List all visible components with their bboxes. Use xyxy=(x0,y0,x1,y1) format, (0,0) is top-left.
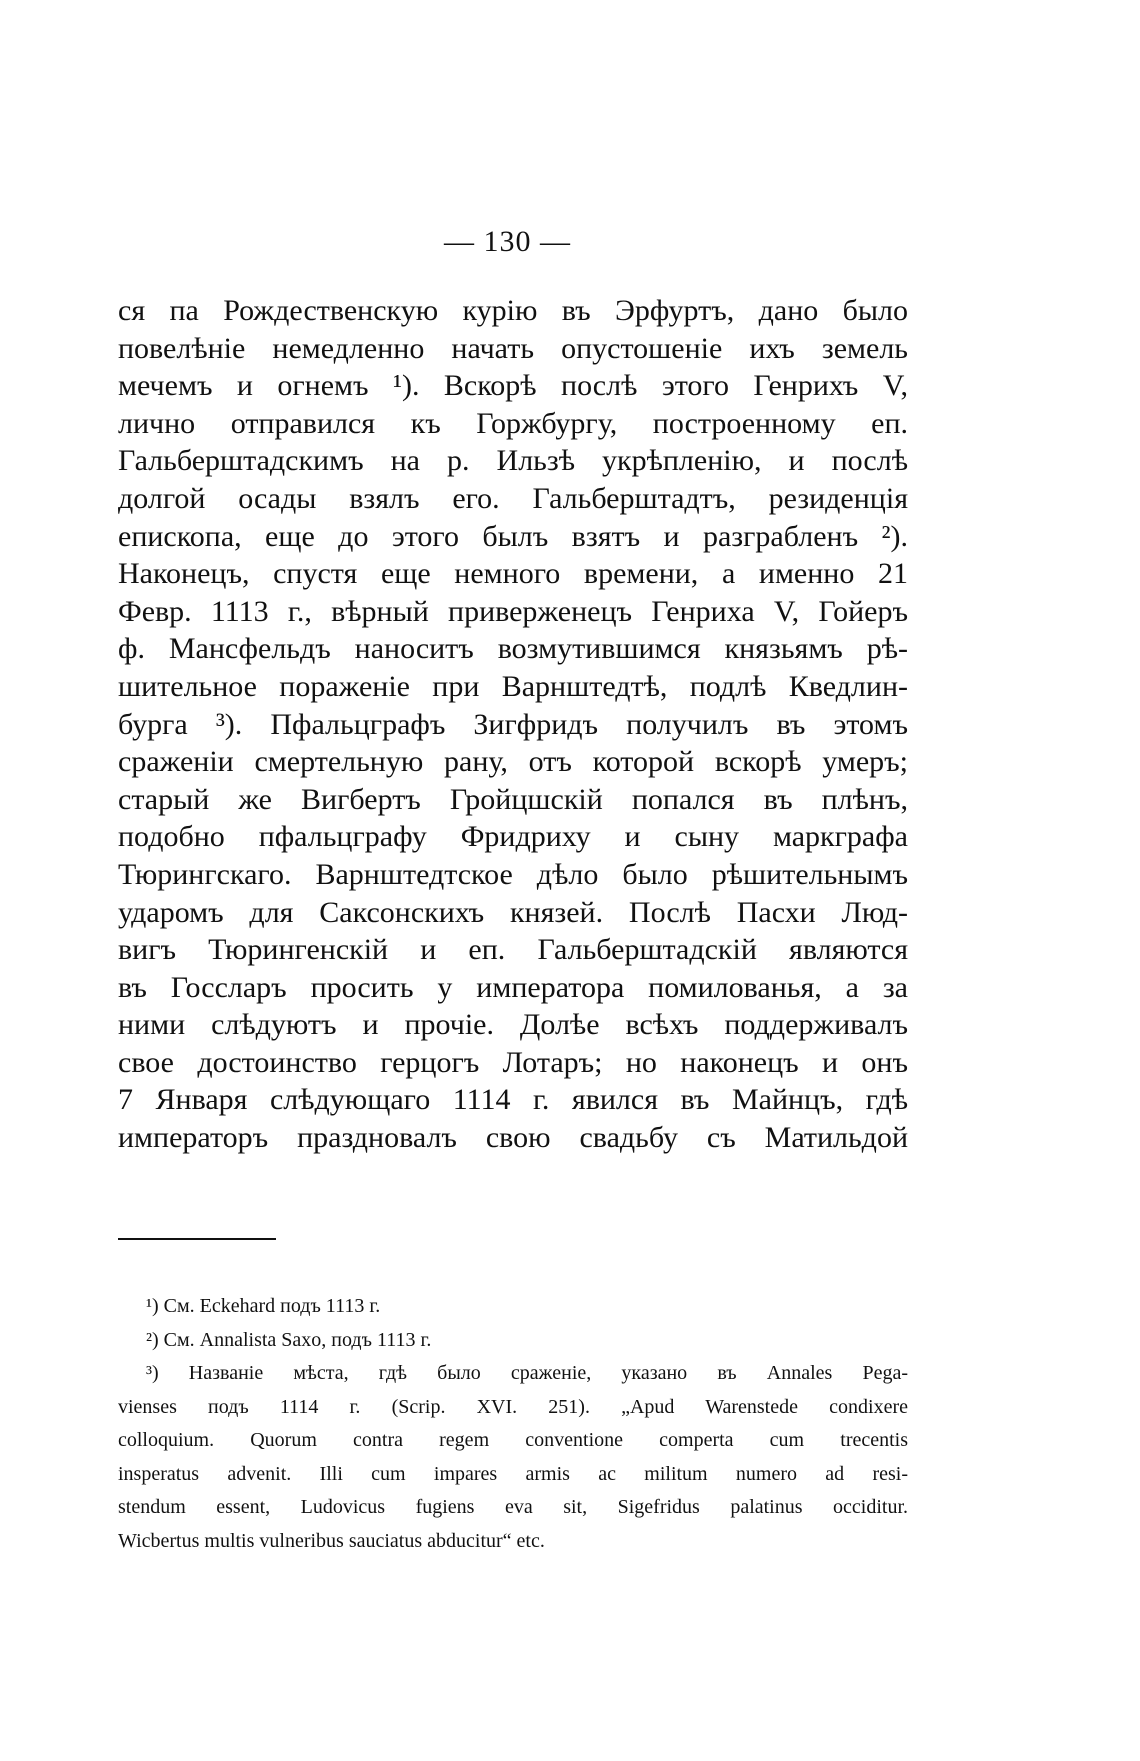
text-line: мечемъ и огнемъ ¹). Вскорѣ послѣ этого Генрихъ V, xyxy=(118,369,908,403)
text-line: ся па Рождественскую курію въ Эрфуртъ, дано было xyxy=(118,294,908,327)
footnote-3-line: insperatus advenit. Illi cum impares armis ac militum numero ad resi- xyxy=(118,1462,908,1485)
text-line: епископа, еще до этого былъ взятъ и разграбленъ ²). xyxy=(118,519,908,553)
text-line: долгой осады взялъ его. Гальберштадтъ, резиденція xyxy=(118,481,908,515)
footnote-1: ¹) См. Eckehard подъ 1113 г. xyxy=(146,1295,381,1317)
text-line: ф. Мансфельдъ наноситъ возмутившимся князьямъ рѣ- xyxy=(118,632,908,666)
text-line: лично отправился къ Горжбургу, построенному еп. xyxy=(118,406,908,440)
footnotes xyxy=(118,1290,908,1558)
text-line: Гальберштадскимъ на р. Ильзѣ укрѣпленію, и послѣ xyxy=(118,444,908,478)
text-line: ними слѣдуютъ и прочіе. Долѣе всѣхъ поддерживалъ xyxy=(118,1008,908,1042)
text-line: вигъ Тюрингенскій и еп. Гальберштадскій являются xyxy=(118,933,908,967)
footnote-2: ²) См. Annalista Saxo, подъ 1113 г. xyxy=(146,1328,432,1351)
text-line: старый же Вигбертъ Гройцшскій попался въ плѣнъ, xyxy=(118,782,908,816)
footnote-3-line: stendum essent, Ludovicus fugiens eva sit, Sigefridus palatinus occiditur. xyxy=(118,1496,908,1518)
text-line: Февр. 1113 г., вѣрный приверженецъ Генриха V, Гойеръ xyxy=(118,594,908,628)
text-line: Наконецъ, спустя еще немного времени, а именно 21 xyxy=(118,557,908,591)
footnote-divider xyxy=(118,1238,276,1240)
footnote-3-line: vienses подъ 1114 г. (Scrip. XVI. 251). „Apud Warenstede condixere xyxy=(118,1395,908,1418)
text-line: шительное пораженіе при Варнштедтѣ, подлѣ Кведлин- xyxy=(118,669,908,703)
text-line: 7 Января слѣдующаго 1114 г. явился въ Майнцъ, гдѣ xyxy=(118,1083,908,1117)
text-line: бурга ³). Пфальцграфъ Зигфридъ получилъ въ этомъ xyxy=(118,707,908,741)
text-line: императоръ праздновалъ свою свадьбу съ Матильдой xyxy=(118,1121,908,1155)
footnote-3-line: Wicbertus multis vulneribus sauciatus abducitur“ etc. xyxy=(118,1529,545,1552)
footnote-3-line: ³) Названіе мѣста, гдѣ было сраженіе, указано въ Annales Pega- xyxy=(146,1362,908,1384)
text-line: сраженіи смертельную рану, отъ которой вскорѣ умеръ; xyxy=(118,745,908,779)
text-line: ударомъ для Саксонскихъ князей. Послѣ Пасхи Люд- xyxy=(118,895,908,929)
page-number: — 130 — xyxy=(444,225,571,258)
text-line: повелѣніе немедленно начать опустошеніе ихъ земель xyxy=(118,331,908,365)
text-line: свое достоинство герцогъ Лотаръ; но наконецъ и онъ xyxy=(118,1045,908,1079)
text-line: въ Госсларъ просить у императора помилованья, а за xyxy=(118,970,908,1004)
footnote-3-line: colloquium. Quorum contra regem conventione comperta cum trecentis xyxy=(118,1429,908,1451)
text-line: Тюрингскаго. Варнштедтское дѣло было рѣшительнымъ xyxy=(118,857,908,891)
main-text xyxy=(118,292,908,1157)
text-line: подобно пфальцграфу Фридриху и сыну маркграфа xyxy=(118,820,908,854)
